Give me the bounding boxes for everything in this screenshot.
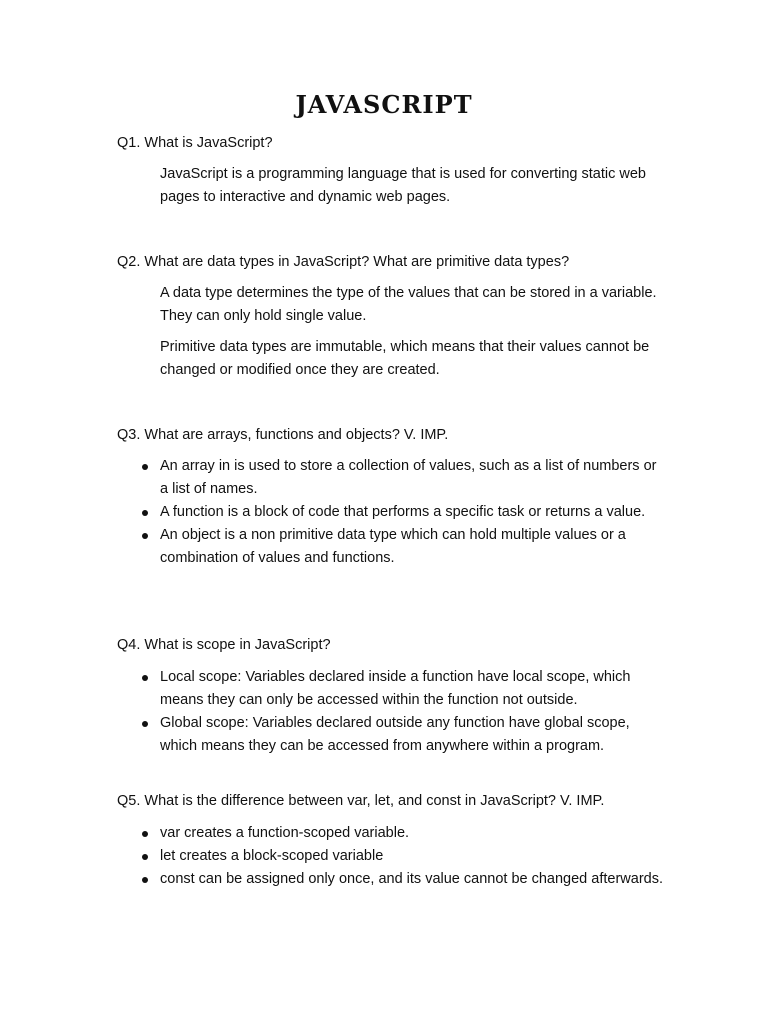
document-title: JAVASCRIPT	[295, 90, 473, 119]
list-item-text: let creates a block-scoped variable	[160, 848, 384, 864]
answer-3-bullet-list	[160, 455, 665, 570]
list-item	[160, 524, 665, 570]
question-2: Q2. What are data types in JavaScript? What are primitive data types?	[117, 254, 570, 270]
list-item	[160, 712, 665, 758]
question-4: Q4. What is scope in JavaScript?	[117, 637, 331, 653]
list-item	[160, 845, 665, 868]
list-item	[160, 868, 665, 891]
bullet-icon	[142, 721, 148, 727]
answer-2-paragraph-1: A data type determines the type of the values that can be stored in a variable. They can only hold single value.	[160, 285, 657, 324]
list-item-text: An array in is used to store a collection of values, such as a list of numbers or a list of names.	[160, 458, 657, 497]
bullet-icon	[142, 831, 148, 837]
bullet-icon	[142, 877, 148, 883]
list-item	[160, 501, 665, 524]
list-item	[160, 822, 665, 845]
question-1: Q1. What is JavaScript?	[117, 135, 273, 151]
bullet-icon	[142, 510, 148, 516]
answer-2-paragraph-2: Primitive data types are immutable, which means that their values cannot be changed or modified once they are created.	[160, 339, 650, 378]
bullet-icon	[142, 464, 148, 470]
list-item-text: const can be assigned only once, and its value cannot be changed afterwards.	[160, 871, 663, 887]
list-item-text: An object is a non primitive data type which can hold multiple values or a combination of values and functions.	[160, 527, 626, 566]
bullet-icon	[142, 854, 148, 860]
list-item-text: var creates a function-scoped variable.	[160, 825, 410, 841]
answer-5-bullet-list	[160, 822, 665, 891]
answer-1-paragraph-1: JavaScript is a programming language that is used for converting static web pages to interactive and dynamic web pages.	[160, 166, 646, 205]
answer-4-bullet-list	[160, 666, 665, 758]
list-item-text: Local scope: Variables declared inside a function have local scope, which means they can only be accessed within the function not outside.	[160, 669, 631, 708]
list-item	[160, 666, 665, 712]
question-3: Q3. What are arrays, functions and objects? V. IMP.	[117, 427, 449, 443]
list-item-text: A function is a block of code that performs a specific task or returns a value.	[160, 504, 646, 520]
list-item-text: Global scope: Variables declared outside any function have global scope, which means they can be accessed from anywhere within a program.	[160, 715, 630, 754]
list-item	[160, 455, 665, 501]
question-5: Q5. What is the difference between var, let, and const in JavaScript? V. IMP.	[117, 793, 605, 809]
bullet-icon	[142, 533, 148, 539]
bullet-icon	[142, 675, 148, 681]
